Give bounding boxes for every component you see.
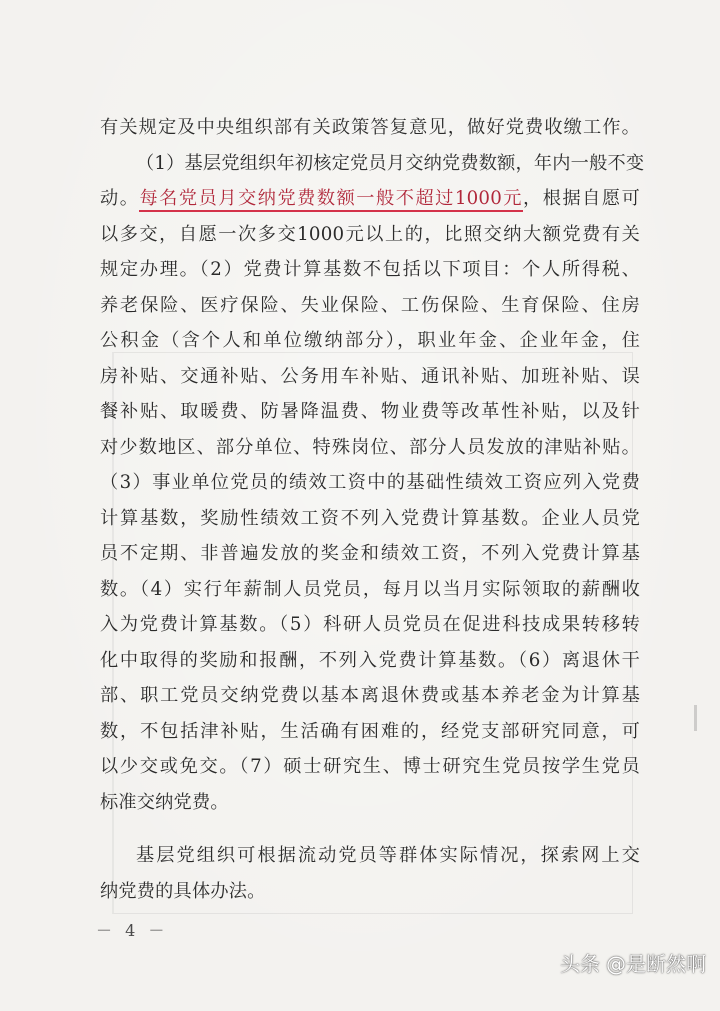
page-number: － 4 － (96, 921, 169, 940)
text-line-22: 纳党费的具体办法。 (100, 880, 266, 902)
text-line-2: （1）基层党组织年初核定党员月交纳党费数额，年内一般不变 (136, 152, 645, 174)
text-line-4: 以多交，自愿一次多交1000元以上的，比照交纳大额党费有关 (100, 223, 640, 245)
line-3-suffix: ，根据自愿 (523, 188, 622, 209)
watermark-platform: 头条 (560, 952, 600, 976)
text-line-1: 有关规定及中央组织部有关政策答复意见，做好党费收缴工作。 (100, 117, 640, 138)
document-body (100, 110, 645, 909)
text-line-21: 基层党组织可根据流动党员等群体实际情况，探索网上交 (136, 845, 640, 866)
text-line-18: 数，不包括津补贴，生活确有困难的，经党支部研究同意，可 (100, 720, 640, 742)
text-line-19: 以少交或免交。（7）硕士研究生、博士研究生党员按学生党员 (100, 756, 640, 777)
highlighted-fee-limit: 每名党员月交纳党费数额一般不超过1000元 (139, 188, 523, 212)
watermark-account: @是断然啊 (606, 952, 706, 976)
text-line-13: 员不定期、非普遍发放的奖金和绩效工资，不列入党费计算基 (100, 543, 640, 564)
text-line-7: 公积金（含个人和单位缴纳部分），职业年金、企业年金，住 (100, 330, 640, 351)
text-line-16: 化中取得的奖励和报酬，不列入党费计算基数。（6）离退休干 (100, 649, 640, 671)
watermark (560, 948, 706, 977)
text-line-3 (100, 181, 640, 217)
text-line-12: 计算基数，奖励性绩效工资不列入党费计算基数。企业人员党 (100, 507, 640, 529)
scan-artifact (694, 705, 697, 731)
text-line-14: 数。（4）实行年薪制人员党员，每月以当月实际领取的薪酬收 (100, 578, 640, 600)
text-line-5: 规定办理。（2）党费计算基数不包括以下项目：个人所得税、 (100, 259, 640, 280)
line-3-tail: 可 (621, 188, 640, 209)
text-line-10: 对少数地区、部分单位、特殊岗位、部分人员发放的津贴补贴。 (100, 436, 640, 458)
text-line-8: 房补贴、交通补贴、公务用车补贴、通讯补贴、加班补贴、误 (100, 365, 640, 387)
text-line-17: 部、职工党员交纳党费以基本离退休费或基本养老金为计算基 (100, 685, 640, 706)
text-line-11: （3）事业单位党员的绩效工资中的基础性绩效工资应列入党费 (100, 472, 640, 493)
text-line-9: 餐补贴、取暖费、防暑降温费、物业费等改革性补贴，以及针 (100, 401, 640, 422)
text-line-6: 养老保险、医疗保险、失业保险、工伤保险、生育保险、住房 (100, 294, 640, 316)
text-line-15: 入为党费计算基数。（5）科研人员党员在促进科技成果转移转 (100, 614, 640, 635)
line-3-prefix: 动。 (100, 188, 140, 209)
text-line-20: 标准交纳党费。 (100, 791, 229, 813)
paragraph-gap (100, 820, 640, 838)
